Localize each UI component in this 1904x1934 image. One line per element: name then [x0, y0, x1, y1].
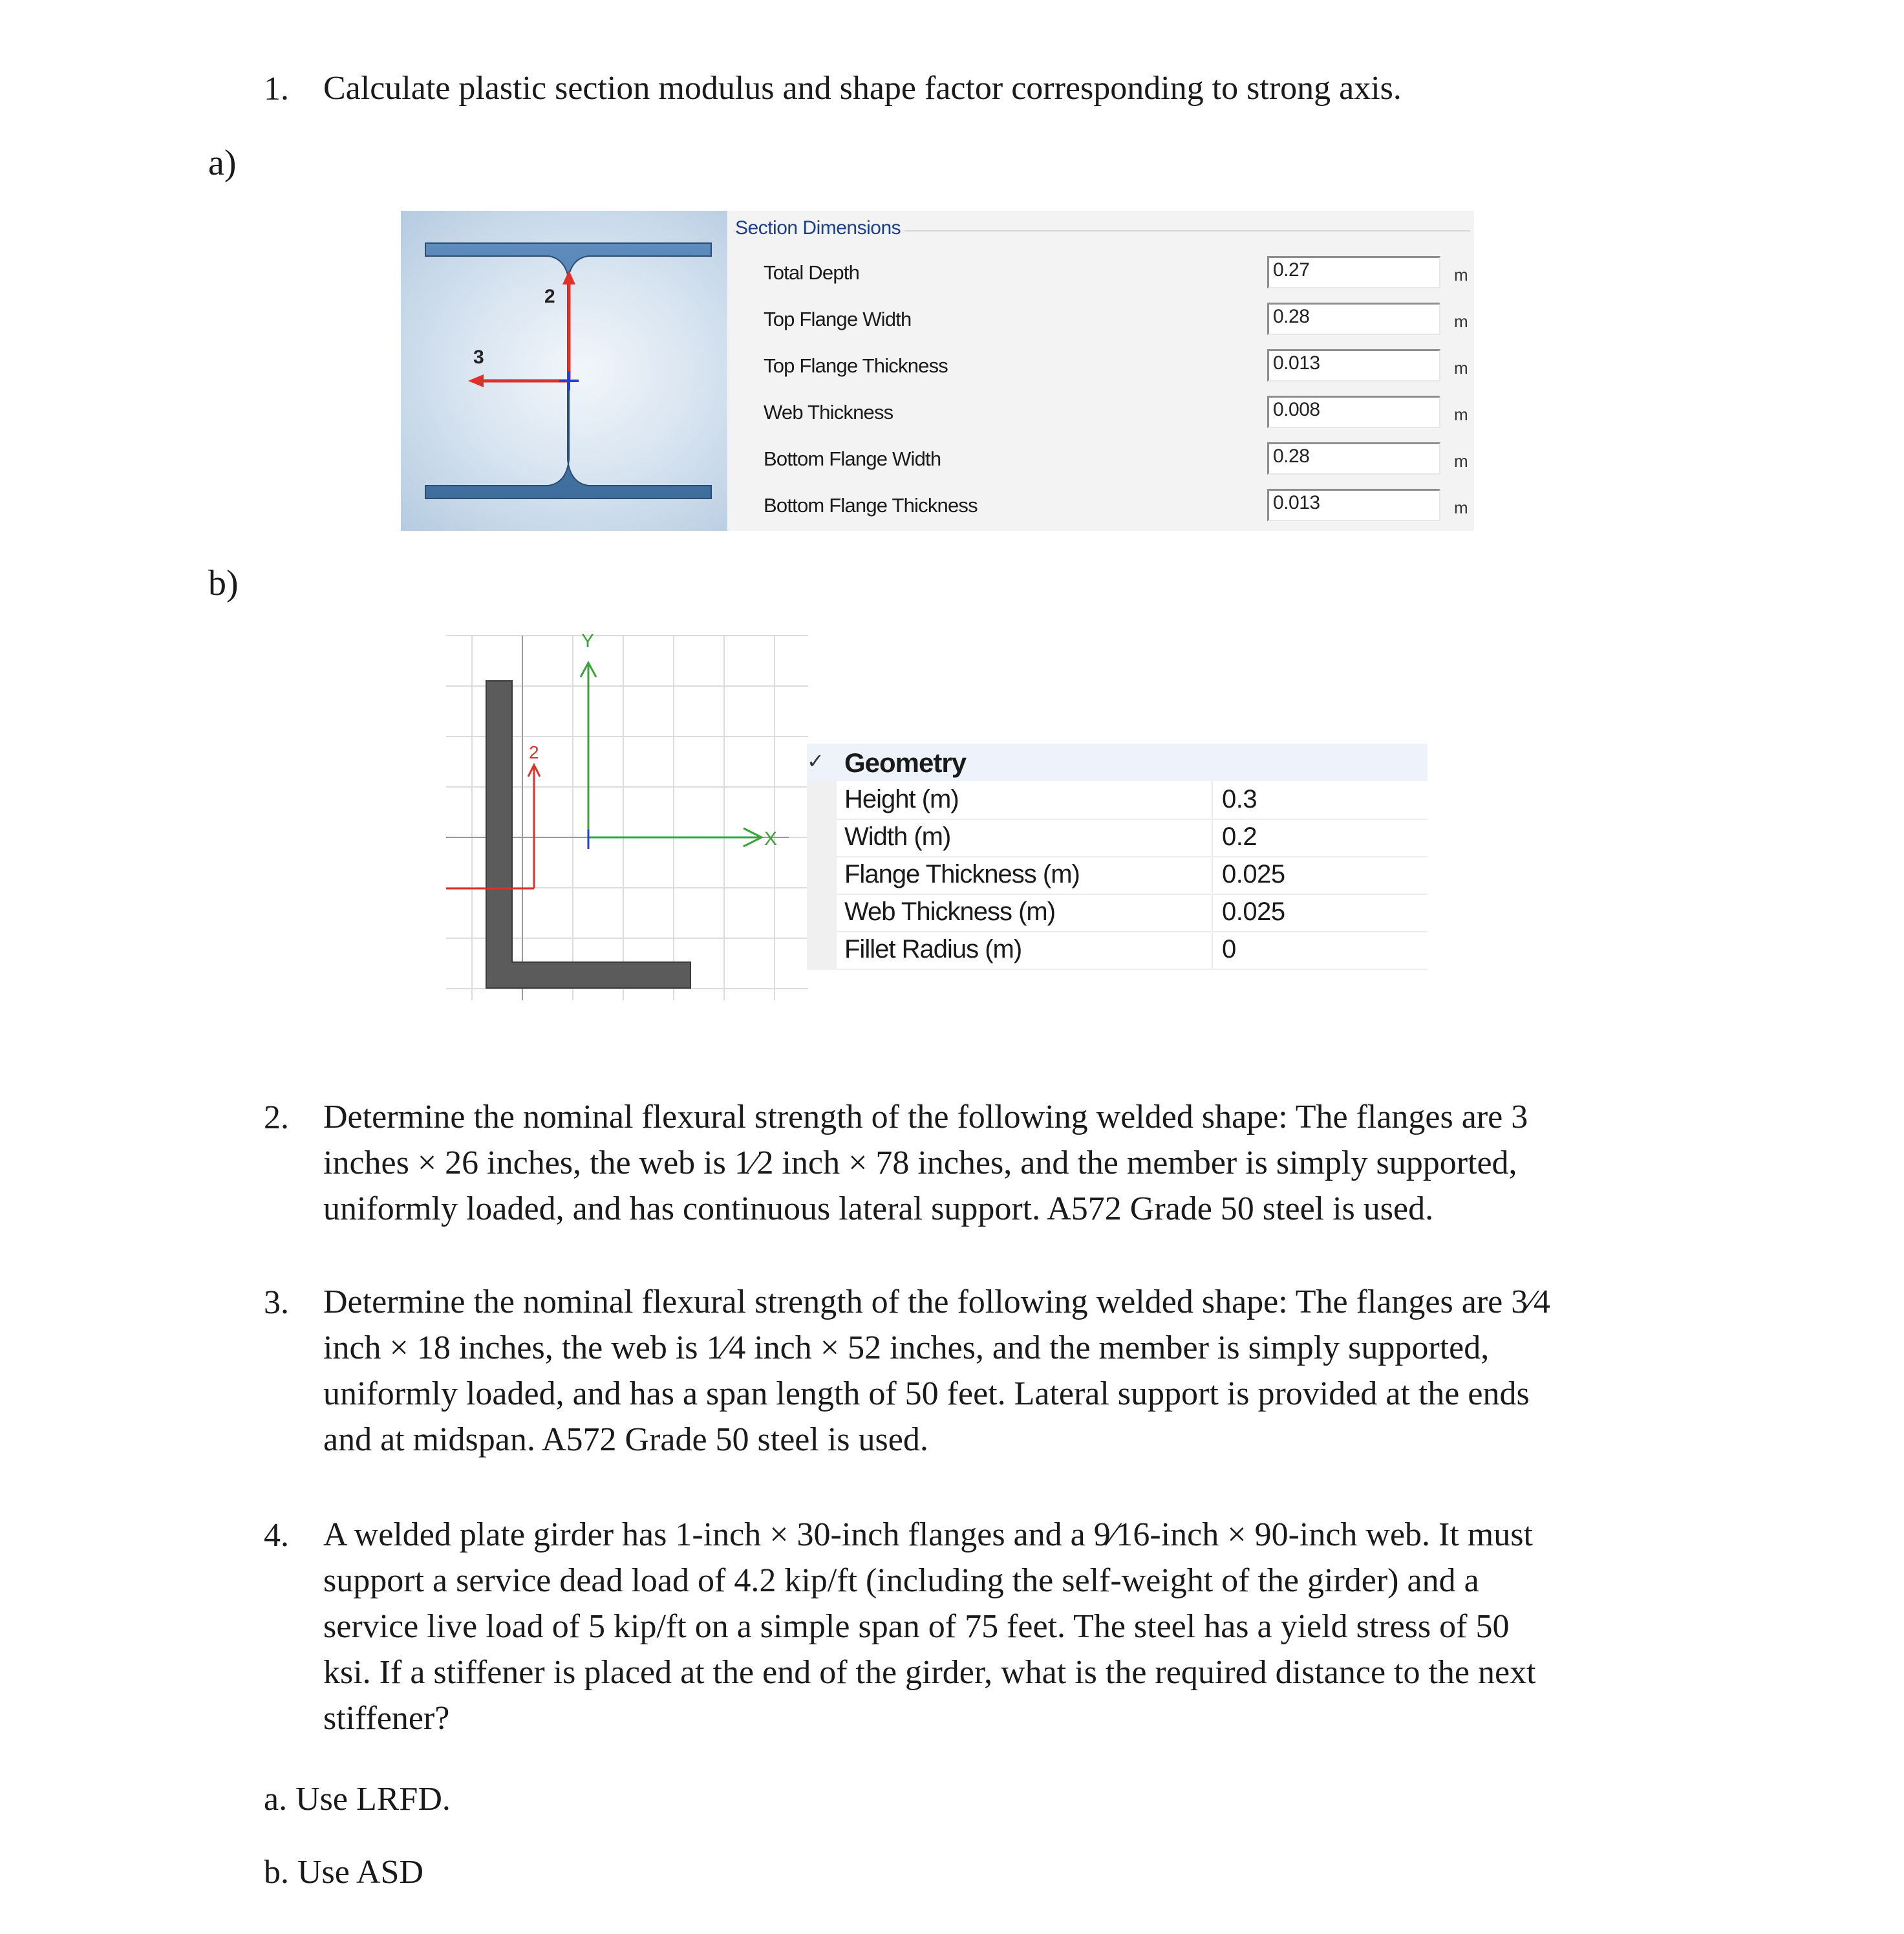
question-3-text — [323, 1279, 1674, 1463]
dimension-unit: m — [1454, 312, 1468, 331]
bottom-flange-thickness-input[interactable]: 0.013 — [1267, 489, 1440, 521]
dimension-row-bottom-flange-width — [727, 442, 1474, 481]
column-divider — [1212, 931, 1213, 969]
dimension-label: Top Flange Width — [764, 308, 912, 330]
axis-3-label: 3 — [473, 347, 484, 368]
expand-chevron-icon[interactable]: ✓ — [807, 749, 824, 773]
text-line: Determine the nominal flexural strength of the following welded shape: The flanges are 3 — [323, 1099, 1528, 1135]
text-line: A welded plate girder has 1-inch × 30-inch flanges and a 9⁄16-inch × 90-inch web. It must — [323, 1516, 1533, 1553]
text-line: ksi. If a stiffener is placed at the end of the girder, what is the required distance to the next — [323, 1654, 1536, 1691]
axis-3-arrowhead — [468, 374, 484, 387]
fillet-radius-value[interactable]: 0 — [1222, 935, 1236, 963]
column-divider — [1212, 781, 1213, 819]
option-lrfd: a. Use LRFD. — [264, 1781, 451, 1818]
web-thickness-input[interactable]: 0.008 — [1267, 396, 1440, 428]
dimension-label: Bottom Flange Width — [764, 447, 941, 470]
question-2-number: 2. — [264, 1099, 289, 1136]
property-label: Width (m) — [844, 822, 951, 851]
width-value[interactable]: 0.2 — [1222, 822, 1257, 851]
axis-2-arrowhead — [562, 270, 575, 285]
dimension-row-bottom-flange-thickness — [727, 489, 1474, 528]
text-line: Determine the nominal flexural strength of the following welded shape: The flanges are 3⁄4 — [323, 1284, 1550, 1320]
property-row-height[interactable] — [837, 781, 1428, 820]
text-line: inches × 26 inches, the web is 1⁄2 inch × 78 inches, and the member is simply supported, — [323, 1144, 1517, 1181]
question-1-text: Calculate plastic section modulus and shape factor corresponding to strong axis. — [323, 70, 1402, 107]
property-grid-margin — [807, 781, 837, 970]
flange-thickness-value[interactable]: 0.025 — [1222, 860, 1285, 888]
dimension-unit: m — [1454, 265, 1468, 285]
top-flange-thickness-input[interactable]: 0.013 — [1267, 349, 1440, 381]
dimension-unit: m — [1454, 451, 1468, 471]
question-1-number: 1. — [264, 70, 289, 107]
total-depth-input[interactable]: 0.27 — [1267, 256, 1440, 288]
i-section-preview — [401, 211, 727, 531]
dimension-unit: m — [1454, 498, 1468, 517]
column-divider — [1212, 819, 1213, 856]
angle-section-preview — [446, 630, 815, 1007]
dimension-label: Total Depth — [764, 261, 860, 284]
local-axis-2-label: 2 — [529, 742, 539, 762]
property-label: Fillet Radius (m) — [844, 935, 1022, 963]
dimension-row-web-thickness — [727, 396, 1474, 435]
dimension-row-top-flange-width — [727, 303, 1474, 341]
top-flange-width-input[interactable]: 0.28 — [1267, 303, 1440, 335]
column-divider — [1212, 856, 1213, 894]
subpart-b-label: b) — [208, 563, 239, 603]
section-dimensions-panel — [727, 211, 1474, 531]
i-section-drawing — [401, 211, 727, 531]
geometry-property-grid — [807, 744, 1428, 967]
section-a-figure — [401, 211, 1474, 531]
property-row-flange-thickness[interactable] — [837, 856, 1428, 895]
property-label: Flange Thickness (m) — [844, 860, 1080, 888]
subpart-a-label: a) — [208, 143, 237, 183]
geometry-category-header[interactable] — [807, 744, 1428, 781]
column-divider — [1212, 894, 1213, 931]
property-row-web-thickness[interactable] — [837, 894, 1428, 932]
dimension-unit: m — [1454, 358, 1468, 378]
property-row-fillet-radius[interactable] — [837, 931, 1428, 970]
text-line: uniformly loaded, and has continuous lateral support. A572 Grade 50 steel is used. — [323, 1190, 1434, 1227]
text-line: stiffener? — [323, 1700, 450, 1737]
dimension-label: Web Thickness — [764, 401, 893, 424]
property-row-width[interactable] — [837, 819, 1428, 857]
angle-section-drawing — [446, 630, 815, 1007]
dimension-label: Bottom Flange Thickness — [764, 494, 978, 517]
dimension-unit: m — [1454, 405, 1468, 424]
height-value[interactable]: 0.3 — [1222, 785, 1257, 813]
geometry-title: Geometry — [844, 747, 967, 778]
text-line: and at midspan. A572 Grade 50 steel is used. — [323, 1421, 928, 1458]
question-3-number: 3. — [264, 1284, 289, 1321]
section-dimensions-title: Section Dimensions — [735, 217, 904, 239]
question-4-text — [323, 1512, 1674, 1741]
x-axis-label: X — [764, 828, 778, 850]
dimension-label: Top Flange Thickness — [764, 354, 948, 377]
text-line: inch × 18 inches, the web is 1⁄4 inch × 52 inches, and the member is simply supported, — [323, 1329, 1490, 1366]
property-label: Height (m) — [844, 785, 959, 813]
dimension-row-total-depth — [727, 256, 1474, 295]
y-axis-label: Y — [581, 630, 595, 652]
text-line: uniformly loaded, and has a span length of 50 feet. Lateral support is provided at the ends — [323, 1375, 1530, 1412]
web-thickness-value[interactable]: 0.025 — [1222, 897, 1285, 926]
dimension-row-top-flange-thickness — [727, 349, 1474, 388]
question-4-number: 4. — [264, 1517, 289, 1554]
text-line: support a service dead load of 4.2 kip/ft (including the self-weight of the girder) and a — [323, 1562, 1479, 1599]
bottom-flange-width-input[interactable]: 0.28 — [1267, 442, 1440, 475]
text-line: service live load of 5 kip/ft on a simple span of 75 feet. The steel has a yield stress of 50 — [323, 1608, 1510, 1645]
option-asd: b. Use ASD — [264, 1854, 424, 1891]
question-2-text — [323, 1094, 1674, 1232]
axis-2-label: 2 — [544, 286, 555, 307]
property-label: Web Thickness (m) — [844, 897, 1056, 926]
